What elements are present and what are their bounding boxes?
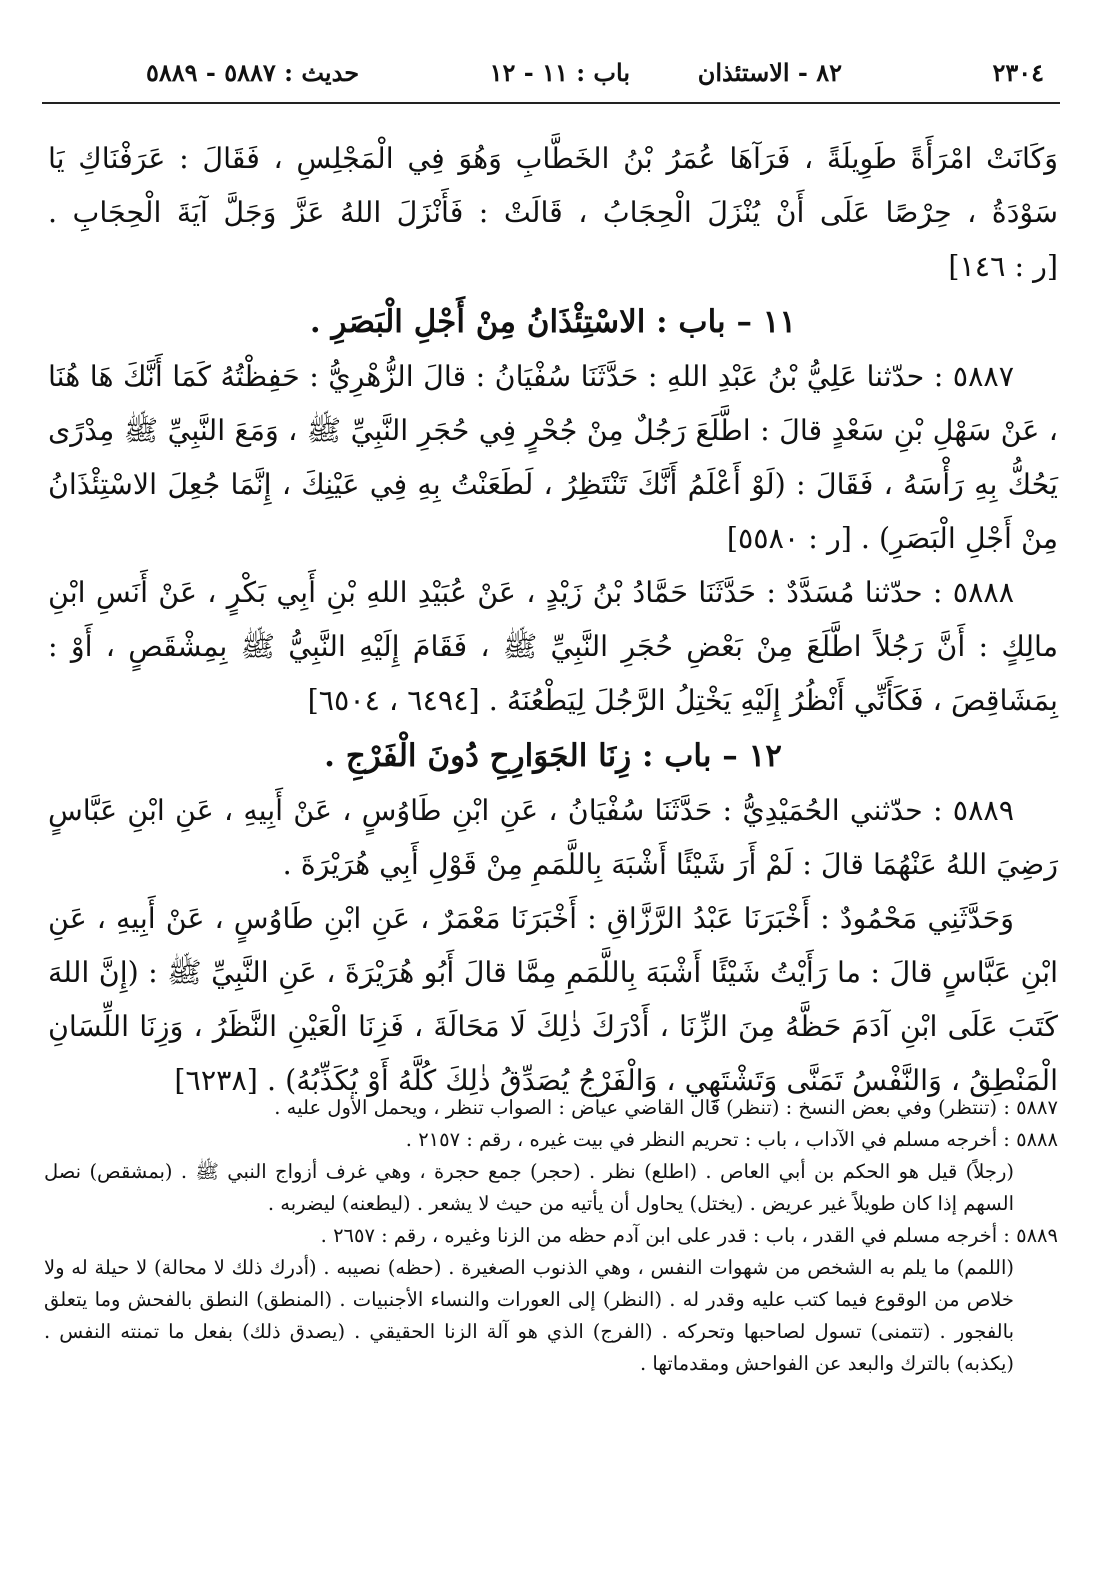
footnote-5889: ٥٨٨٩ : أخرجه مسلم في القدر ، باب : قدر على ابن آدم حظه من الزنا وغيره ، رقم : ٢٦٥٧ .: [320, 1224, 1058, 1247]
footnotes: [44, 1092, 1058, 1380]
main-text: [48, 132, 1058, 1108]
header-rule: [42, 102, 1060, 104]
cross-reference: [٦٤٩٤ ، ٦٥٠٤]: [307, 684, 480, 717]
hadith-5887: [48, 350, 1058, 566]
footnote-5887: ٥٨٨٧ : (تنتظر) وفي بعض النسخ : (تنظر) قال القاضي عياض : الصواب تنظر ، ويحمل الأول عليه .: [274, 1096, 1058, 1119]
footnote-5888: ٥٨٨٨ : أخرجه مسلم في الآداب ، باب : تحريم النظر في بيت غيره ، رقم : ٢١٥٧ .: [405, 1128, 1058, 1151]
hadith-5889-second-chain: [48, 892, 1058, 1108]
gloss-5888: (رجلاً) قيل هو الحكم بن أبي العاص . (اطلع) نظر . (حجر) جمع حجرة ، وهي غرف أزواج النبي ﷺ . (بمشقص) نصل السهم إذا كان طويلاً غير عريض . (يختل) يحاول أن يأتيه من حيث لا يشعر . (ليطعنه) ليضربه .: [44, 1160, 1014, 1215]
text-paragraph: [48, 132, 1058, 294]
hadith-5889: ٥٨٨٩ : حدّثني الحُمَيْدِيُّ : حَدَّثَنَا سُفْيَانُ ، عَنِ ابْنِ طَاوُسٍ ، عَنْ أَبِيهِ ، عَنِ ابْنِ عَبَّاسٍ رَضِيَ اللهُ عَنْهُمَا قالَ : لَمْ أَرَ شَيْئًا أَشْبَهَ بِاللَّمَمِ مِنْ قَوْلِ أَبِي هُرَيْرَةَ .: [48, 794, 1058, 881]
hadith-5888: [48, 566, 1058, 728]
hadith-range: حديث : ٥٨٨٧ - ٥٨٨٩: [146, 58, 360, 87]
hadith-text: ٥٨٨٨ : حدّثنا مُسَدَّدٌ : حَدَّثَنَا حَمَّادُ بْنُ زَيْدٍ ، عَنْ عُبَيْدِ اللهِ بْنِ أَبِي بَكْرٍ ، عَنْ أَنَسِ ابْنِ مالِكٍ : أَنَّ رَجُلاً اطَّلَعَ مِنْ بَعْضِ حُجَرِ النَّبِيِّ ﷺ ، فَقَامَ إِلَيْهِ النَّبِيُّ ﷺ بِمِشْقَصٍ ، أَوْ : بِمَشَاقِصَ ، فَكَأَنِّي أَنْظُرُ إِلَيْهِ يَخْتِلُ الرَّجُلَ لِيَطْعُنَهُ .: [48, 576, 1058, 717]
hadith-text: ٥٨٨٧ : حدّثنا عَلِيُّ بْنُ عَبْدِ اللهِ : حَدَّثَنَا سُفْيَانُ : قالَ الزُّهْرِيُّ : حَفِظْتُهُ كَمَا أَنَّكَ هَا هُنَا ، عَنْ سَهْلِ بْنِ سَعْدٍ قالَ : اطَّلَعَ رَجُلٌ مِنْ جُحْرٍ فِي حُجَرِ النَّبِيِّ ﷺ ، وَمَعَ النَّبِيِّ ﷺ مِدْرًى يَحُكُّ بِهِ رَأْسَهُ ، فَقَالَ : (لَوْ أَعْلَمُ أَنَّكَ تَنْتَظِرُ ، لَطَعَنْتُ بِهِ فِي عَيْنِكَ ، إِنَّمَا جُعِلَ الاسْتِئْذَانُ مِنْ أَجْلِ الْبَصَرِ) .: [48, 360, 1058, 555]
chapter-heading-11: ١١ – باب : الاسْتِئْذَانُ مِنْ أَجْلِ الْبَصَرِ .: [309, 304, 797, 340]
cross-reference: [ر : ٥٥٨٠]: [726, 522, 852, 555]
chapter-heading-12: ١٢ – باب : زِنَا الجَوَارِحِ دُونَ الْفَرْجِ .: [324, 738, 782, 774]
page-number: ٢٣٠٤: [992, 58, 1044, 87]
cross-reference: [ر : ١٤٦]: [948, 250, 1058, 283]
gloss-5889: (اللمم) ما يلم به الشخص من شهوات النفس ، وهي الذنوب الصغيرة . (حظه) نصيبه . (أدرك ذلك لا محالة) لا حيلة له ولا خلاص من الوقوع فيما كتب عليه وقدر له . (النظر) إلى العورات والنساء الأجنبيات . (المنطق) النطق بالفحش وما يتعلق بالفجور . (تتمنى) تسول لصاحبها وتحركه . (الفرج) الذي هو آلة الزنا الحقيقي . (يصدق ذلك) بفعل ما تمنته النفس . (يكذبه) بالترك والبعد عن الفواحش ومقدماتها .: [44, 1256, 1014, 1375]
chapter-range: باب : ١١ - ١٢: [489, 58, 630, 87]
hadith-text: وَحَدَّثَنِي مَحْمُودٌ : أَخْبَرَنَا عَبْدُ الرَّزَّاقِ : أَخْبَرَنَا مَعْمَرٌ ، عَنِ ابْنِ طَاوُسٍ ، عَنْ أَبِيهِ ، عَنِ ابْنِ عَبَّاسٍ قالَ : ما رَأَيْتُ شَيْئًا أَشْبَهَ بِاللَّمَمِ مِمَّا قالَ أَبُو هُرَيْرَةَ ، عَنِ النَّبِيِّ ﷺ : (إِنَّ اللهَ كَتَبَ عَلَى ابْنِ آدَمَ حَظَّهُ مِنَ الزِّنَا ، أَدْرَكَ ذٰلِكَ لَا مَحَالَةَ ، فَزِنَا الْعَيْنِ النَّظَرُ ، وَزِنَا اللِّسَانِ الْمَنْطِقُ ، وَالنَّفْسُ تَمَنَّى وَتَشْتَهِي ، وَالْفَرْجُ يُصَدِّقُ ذٰلِكَ كُلَّهُ أَوْ يُكَذِّبُهُ) .: [48, 902, 1058, 1097]
book-title: ٨٢ - الاستئذان: [697, 58, 842, 87]
running-header: [42, 58, 1058, 98]
paragraph-text: وَكَانَتْ امْرَأَةً طَوِيلَةً ، فَرَآهَا عُمَرُ بْنُ الخَطَّابِ وَهُوَ فِي الْمَجْلِسِ ، فَقَالَ : عَرَفْنَاكِ يَا سَوْدَةُ ، حِرْصًا عَلَى أَنْ يُنْزَلَ الْحِجَابُ ، قَالَتْ : فَأَنْزَلَ اللهُ عَزَّ وَجَلَّ آيَةَ الْحِجَابِ .: [48, 142, 1058, 229]
cross-reference: [٦٢٣٨]: [174, 1064, 258, 1097]
